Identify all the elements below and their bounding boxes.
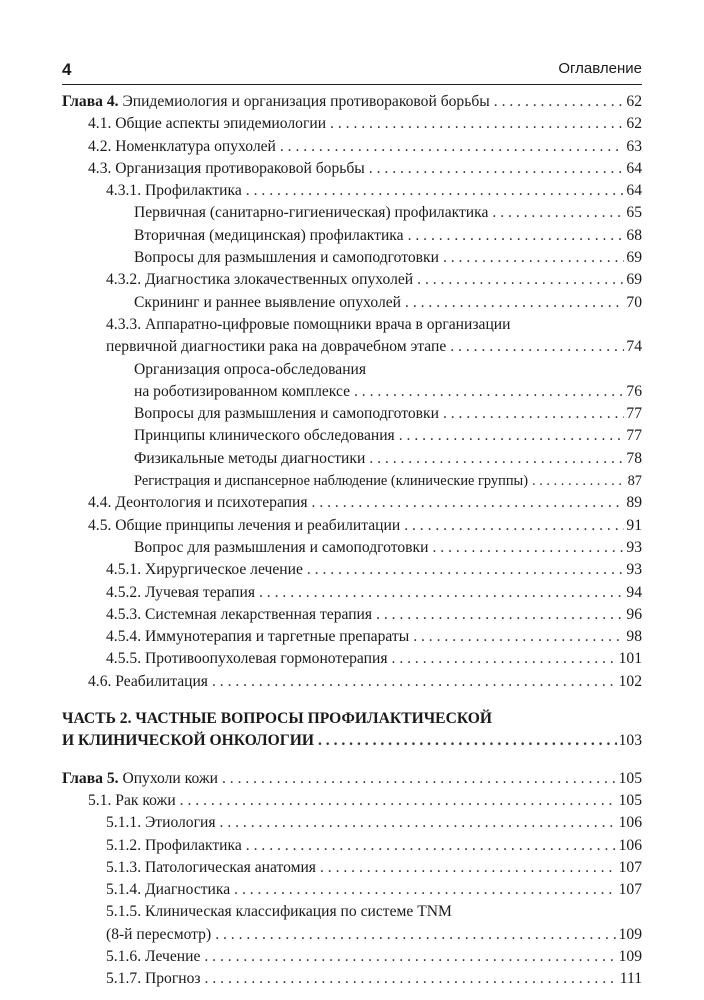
dot-leader	[443, 247, 624, 269]
page-ref: 64	[626, 159, 642, 177]
entry-title: Вторичная (медицинская) профилактика	[134, 226, 404, 244]
toc-entry[interactable]	[62, 671, 642, 693]
toc-entry[interactable]	[62, 225, 642, 247]
dot-leader	[320, 857, 617, 879]
toc-entry[interactable]	[62, 812, 642, 834]
part-title-line-2: И КЛИНИЧЕСКОЙ ОНКОЛОГИИ	[62, 732, 314, 750]
dot-leader	[450, 336, 624, 358]
toc-entry[interactable]	[62, 158, 642, 180]
page-ref: 87	[627, 473, 642, 490]
part-title-line-1: ЧАСТЬ 2. ЧАСТНЫЕ ВОПРОСЫ ПРОФИЛАКТИЧЕСКОЙ	[62, 710, 493, 728]
page-ref: 62	[626, 115, 642, 133]
entry-title: Вопросы для размышления и самоподготовки	[134, 405, 439, 423]
dot-leader	[215, 924, 616, 946]
dot-leader	[354, 381, 624, 403]
chapter-title: Эпидемиология и организация противораковой борьбы	[122, 93, 490, 110]
entry-title: Регистрация и диспансерное наблюдение (клинические группы)	[134, 473, 528, 490]
dot-leader	[443, 403, 624, 425]
dot-leader	[399, 425, 625, 447]
page-ref: 96	[626, 605, 642, 623]
entry-title: 5.1.4. Диагностика	[106, 881, 231, 899]
page-ref: 105	[618, 769, 642, 787]
toc-entry[interactable]	[62, 247, 642, 269]
page-ref: 106	[618, 814, 642, 832]
toc-entry[interactable]	[62, 403, 642, 425]
entry-title: Принципы клинического обследования	[134, 427, 395, 445]
page-ref: 89	[626, 494, 642, 512]
dot-leader	[392, 648, 617, 670]
dot-leader	[404, 515, 624, 537]
toc-part-heading	[62, 708, 642, 753]
entry-title: 5.1.1. Этиология	[106, 814, 216, 832]
entry-title: 4.3.3. Аппаратно-цифровые помощники врача в организации	[106, 315, 511, 333]
toc-entry[interactable]	[62, 336, 642, 358]
dot-leader	[204, 946, 616, 968]
entry-title	[62, 91, 490, 113]
dot-leader	[330, 113, 624, 135]
entry-title: 4.3.2. Диагностика злокачественных опухолей	[106, 271, 414, 289]
toc-entry[interactable]	[62, 91, 642, 113]
entry-title: 5.1.2. Профилактика	[106, 836, 242, 854]
toc-entry[interactable]	[62, 492, 642, 514]
page-ref: 109	[618, 947, 642, 965]
dot-leader	[408, 225, 625, 247]
toc-entry[interactable]	[62, 946, 642, 968]
spacer	[62, 693, 642, 708]
toc-entry[interactable]	[62, 470, 642, 492]
toc-block-chapter-5	[62, 768, 642, 991]
toc-entry[interactable]	[62, 835, 642, 857]
dot-leader	[376, 604, 624, 626]
page-ref: 106	[618, 836, 642, 854]
toc-entry[interactable]	[62, 626, 642, 648]
page-ref: 103	[618, 732, 642, 750]
entry-title: 4.5. Общие принципы лечения и реабилитации	[88, 516, 401, 534]
toc-entry[interactable]	[62, 968, 642, 990]
page-ref: 98	[626, 628, 642, 646]
entry-title: 4.5.4. Иммунотерапия и таргетные препараты	[106, 628, 410, 646]
chapter-label: Глава 5.	[62, 769, 119, 787]
toc-entry[interactable]	[62, 559, 642, 581]
page-ref: 93	[626, 561, 642, 579]
toc-entry[interactable]	[62, 269, 642, 291]
entry-title: 5.1.5. Клиническая классификация по системе TNM	[106, 903, 452, 921]
dot-leader	[280, 136, 625, 158]
toc-entry[interactable]	[62, 314, 642, 336]
toc-entry[interactable]	[62, 768, 642, 790]
toc-entry[interactable]	[62, 180, 642, 202]
page-ref: 107	[618, 881, 642, 899]
chapter-title: Опухоли кожи	[122, 769, 218, 787]
entry-title: 5.1. Рак кожи	[88, 791, 176, 809]
header-rule	[62, 84, 642, 85]
page-ref: 77	[626, 427, 642, 445]
toc-entry[interactable]	[62, 924, 642, 946]
page-number: 4	[62, 60, 72, 79]
spacer	[62, 753, 642, 768]
page-ref: 63	[626, 137, 642, 155]
dot-leader	[222, 768, 617, 790]
page-ref: 101	[618, 650, 642, 668]
entry-title: Организация опроса-обследования	[134, 360, 367, 378]
toc-entry[interactable]	[62, 730, 642, 752]
page-ref: 69	[626, 271, 642, 289]
toc-entry[interactable]	[62, 857, 642, 879]
entry-title: Вопросы для размышления и самоподготовки	[134, 249, 439, 267]
entry-title: 4.5.1. Хирургическое лечение	[106, 561, 303, 579]
dot-leader	[234, 879, 616, 901]
toc-entry[interactable]	[62, 515, 642, 537]
toc-entry[interactable]	[62, 381, 642, 403]
page-ref: 76	[626, 382, 642, 400]
entry-title: Скрининг и раннее выявление опухолей	[134, 293, 402, 311]
entry-title: 4.4. Деонтология и психотерапия	[88, 494, 308, 512]
entry-title: 5.1.3. Патологическая анатомия	[106, 858, 316, 876]
entry-title: (8-й пересмотр)	[106, 925, 212, 943]
entry-title: 4.5.3. Системная лекарственная терапия	[106, 605, 373, 623]
entry-title: 4.3.1. Профилактика	[106, 182, 242, 200]
page-ref: 107	[618, 858, 642, 876]
dot-leader	[212, 671, 617, 693]
dot-leader	[246, 835, 617, 857]
toc-entry[interactable]	[62, 537, 642, 559]
running-header	[62, 60, 642, 84]
page-ref: 68	[626, 226, 642, 244]
toc-entry[interactable]	[62, 790, 642, 812]
page-ref: 62	[626, 93, 642, 110]
toc-entry[interactable]	[62, 582, 642, 604]
dot-leader	[405, 292, 624, 314]
page-ref: 77	[626, 405, 642, 423]
toc-entry[interactable]	[62, 708, 642, 730]
page-ref: 94	[626, 583, 642, 601]
toc-entry[interactable]	[62, 901, 642, 923]
entry-title: 5.1.6. Лечение	[106, 947, 201, 965]
page-ref: 69	[626, 249, 642, 267]
entry-title: 4.5.2. Лучевая терапия	[106, 583, 255, 601]
toc-entry[interactable]	[62, 879, 642, 901]
dot-leader	[369, 448, 624, 470]
dot-leader	[259, 582, 624, 604]
entry-title: первичной диагностики рака на доврачебном этапе	[106, 338, 447, 356]
entry-title: на роботизированном комплексе	[134, 382, 350, 400]
dot-leader	[494, 91, 625, 113]
table-of-contents	[62, 91, 642, 991]
entry-title: Первичная (санитарно-гигиеническая) профилактика	[134, 204, 489, 222]
dot-leader	[307, 559, 625, 581]
dot-leader	[413, 626, 624, 648]
toc-entry[interactable]	[62, 292, 642, 314]
toc-entry[interactable]	[62, 604, 642, 626]
page-ref: 78	[626, 449, 642, 467]
toc-entry[interactable]	[62, 648, 642, 670]
page-ref: 105	[618, 791, 642, 809]
section-title: Оглавление	[558, 60, 642, 77]
page-ref: 102	[618, 672, 642, 690]
toc-entry[interactable]	[62, 202, 642, 224]
page-ref: 91	[626, 516, 642, 534]
entry-title	[62, 768, 218, 790]
dot-leader	[532, 470, 626, 492]
entry-title: 4.6. Реабилитация	[88, 672, 208, 690]
dot-leader	[312, 492, 625, 514]
dot-leader	[205, 968, 618, 990]
dot-leader	[246, 180, 625, 202]
page-ref: 64	[626, 182, 642, 200]
toc-block-chapter-4	[62, 91, 642, 693]
dot-leader	[369, 158, 625, 180]
toc-entry[interactable]	[62, 136, 642, 158]
dot-leader	[220, 812, 617, 834]
toc-entry[interactable]	[62, 425, 642, 447]
page-ref: 109	[618, 925, 642, 943]
page-ref: 74	[626, 338, 642, 356]
dot-leader	[492, 202, 624, 224]
toc-entry[interactable]	[62, 448, 642, 470]
entry-title: 4.1. Общие аспекты эпидемиологии	[88, 115, 327, 133]
entry-title: 4.2. Номенклатура опухолей	[88, 137, 276, 155]
page-ref: 111	[619, 970, 642, 988]
dot-leader	[417, 269, 624, 291]
dot-leader	[180, 790, 617, 812]
toc-entry[interactable]	[62, 359, 642, 381]
page-ref: 70	[626, 293, 642, 311]
entry-title: 4.5.5. Противоопухолевая гормонотерапия	[106, 650, 388, 668]
page-ref: 65	[626, 204, 642, 222]
page-ref: 93	[626, 538, 642, 556]
dot-leader	[432, 537, 624, 559]
entry-title: Вопрос для размышления и самоподготовки	[134, 538, 429, 556]
dot-leader	[318, 730, 617, 752]
entry-title: 5.1.7. Прогноз	[106, 970, 201, 988]
toc-entry[interactable]	[62, 113, 642, 135]
entry-title: 4.3. Организация противораковой борьбы	[88, 159, 365, 177]
entry-title: Физикальные методы диагностики	[134, 449, 366, 467]
chapter-label: Глава 4.	[62, 93, 119, 110]
